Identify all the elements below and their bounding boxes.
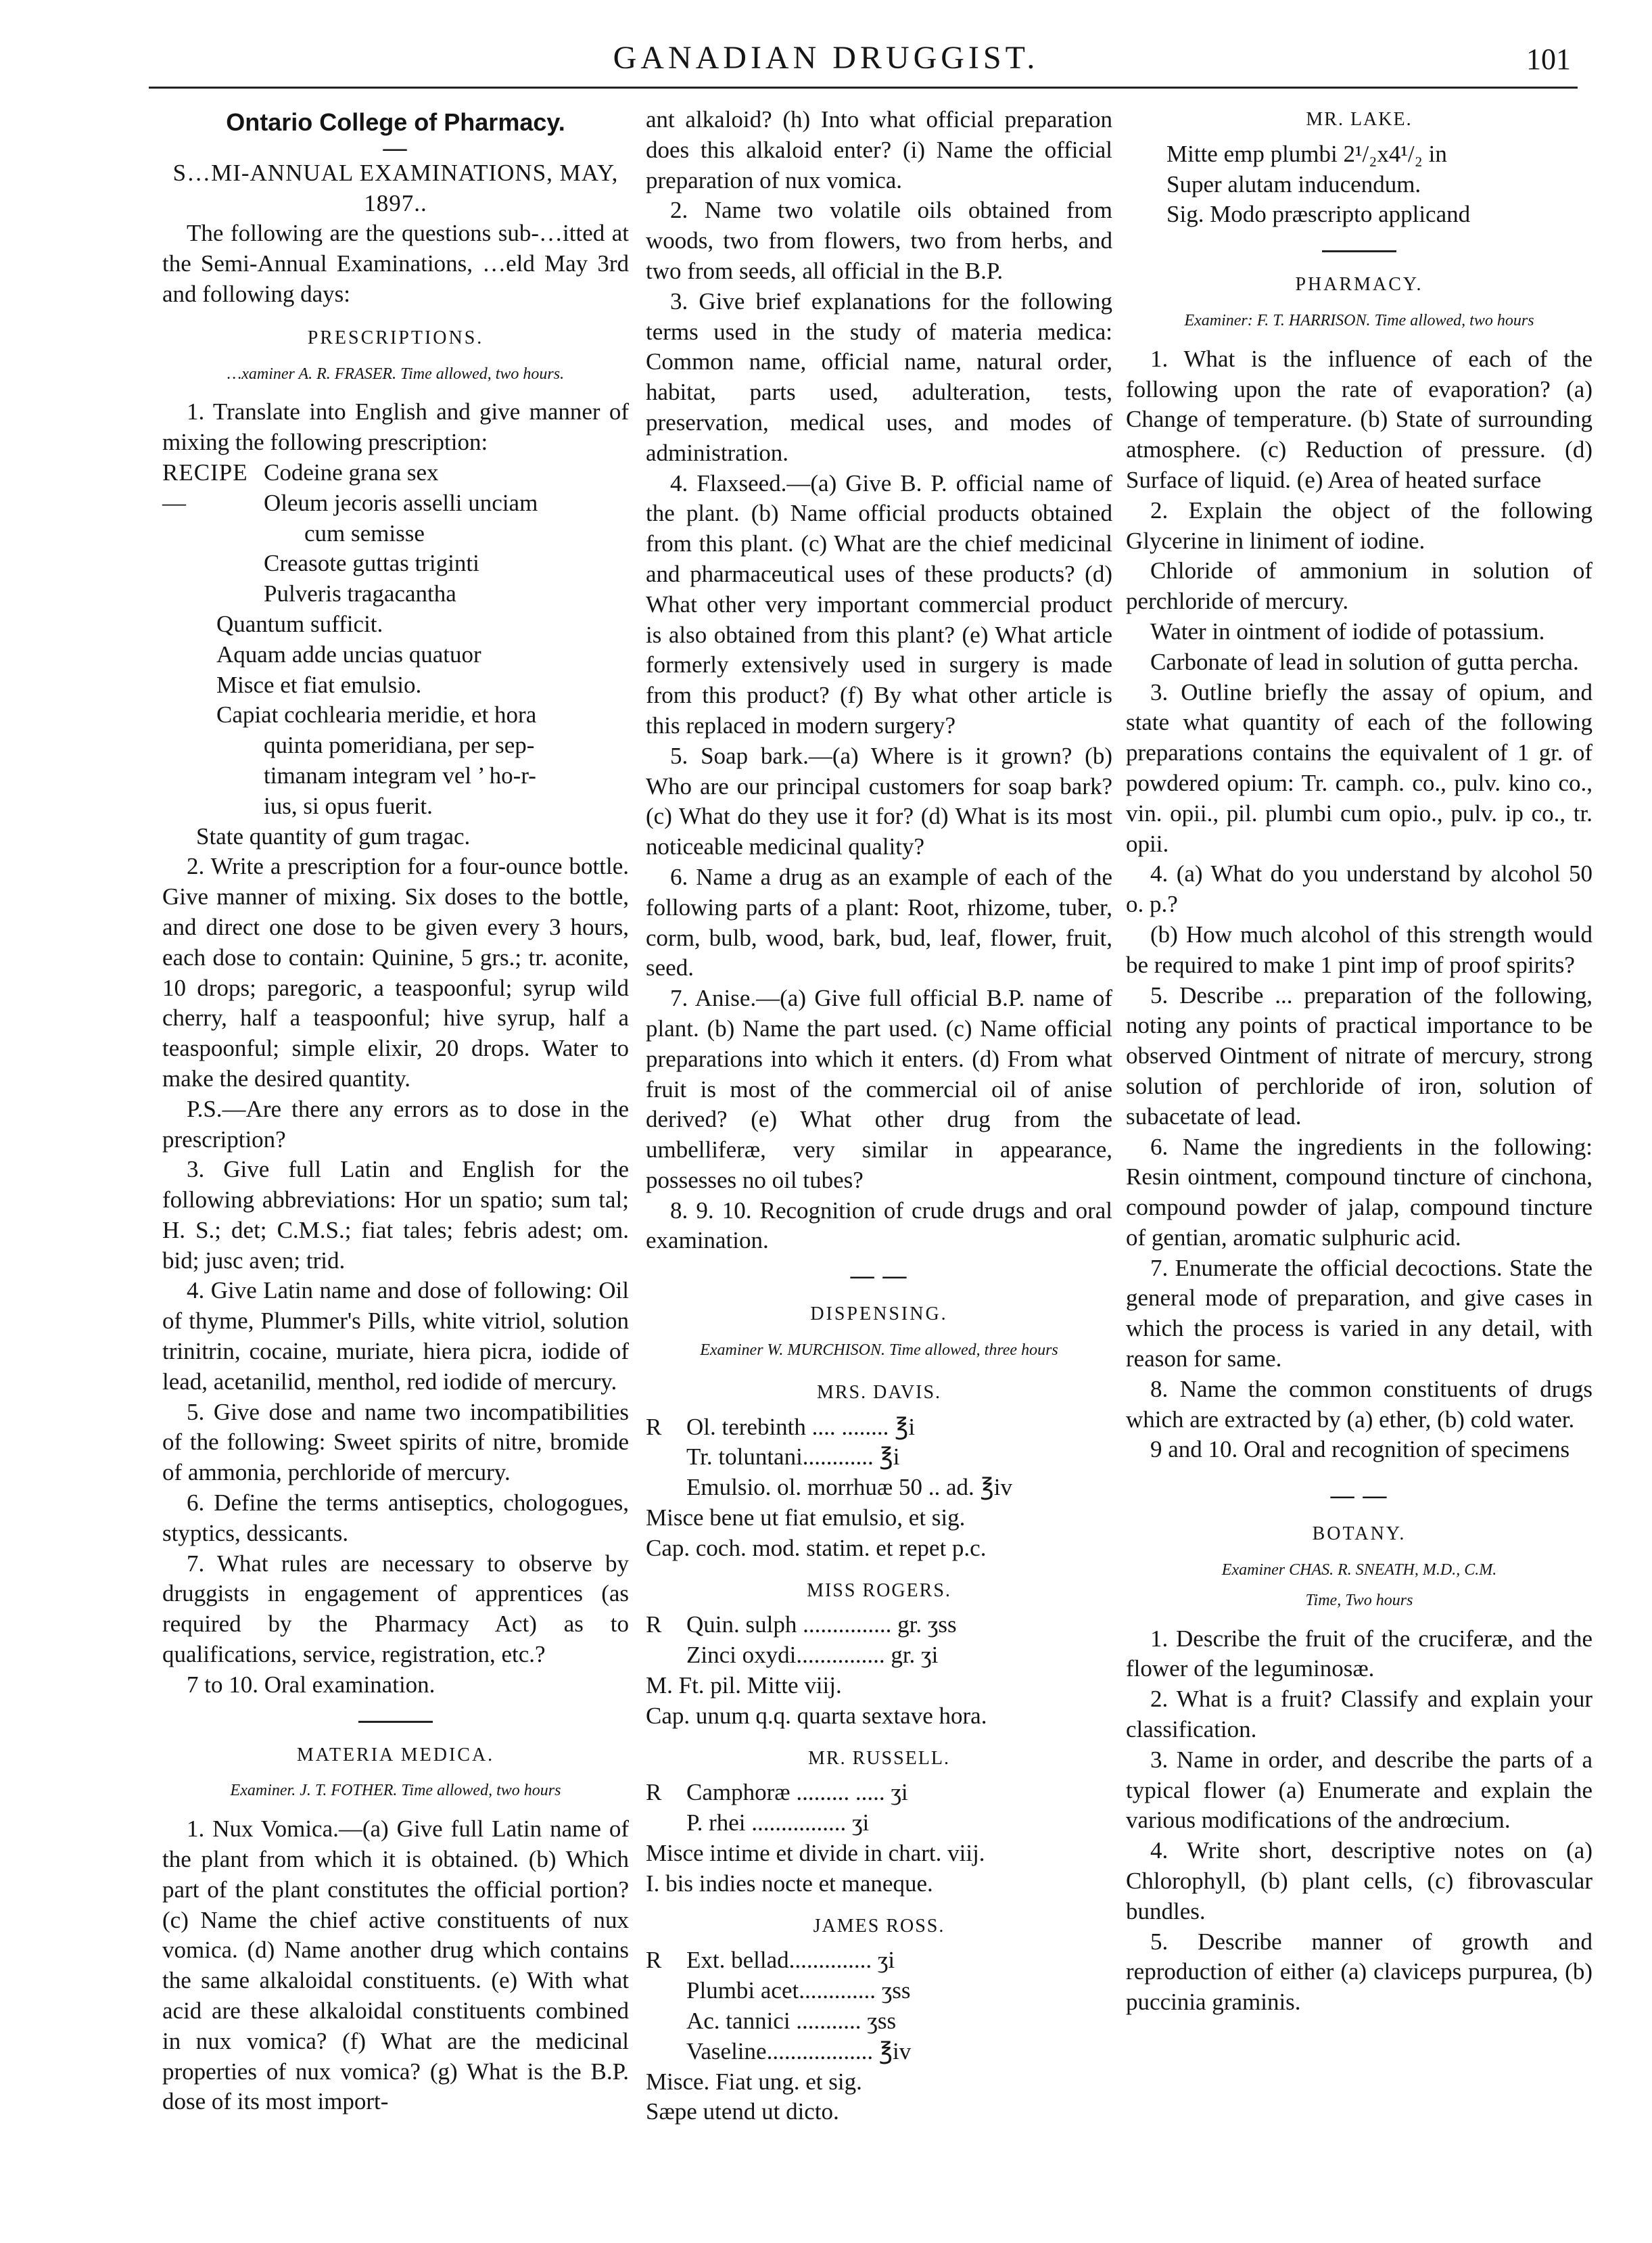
botany-question-2: 2. What is a fruit? Classify and explain your classification. <box>1126 1686 1592 1743</box>
botany-heading: BOTANY. <box>1312 1523 1407 1545</box>
prescription-line: Vaseline.................. ℥iv <box>686 2037 912 2064</box>
heading-dash: — <box>383 134 408 161</box>
recipe-line: Oleum jecoris asselli unciam <box>264 489 538 516</box>
pharmacy-question-3: 3. Outline briefly the assay of opium, and state what quantity of each of the following preparations contains the equivalent of 1 gr. of powdered opium: Tr. camph. co., pulv. kino co., vin. opii., pil. plumbi cum opio., pulv. ip co., tr. opii. <box>1126 678 1592 857</box>
materia-medica-heading: MATERIA MEDICA. <box>296 1744 495 1765</box>
recipe-line: timanam integram vel ’ ho-r- <box>264 762 536 789</box>
session-heading: S…MI-ANNUAL EXAMINATIONS, MAY, 1897.. <box>172 159 619 216</box>
prescription-line: P. rhei ................ ʒi <box>686 1809 870 1836</box>
prescription-line: Misce. Fiat ung. et sig. <box>646 2068 862 2095</box>
question-1-intro: 1. Translate into English and give manner of mixing the following prescription: <box>162 398 629 456</box>
recipe-line: ius, si opus fuerit. <box>264 792 433 819</box>
recipe-line: Codeine grana sex <box>264 459 439 486</box>
materia-question-3: 3. Give brief explanations for the following terms used in the study of materia medica: Common name, official name, natural order, habitat, parts used, adulteration, tests, preservation, medical uses, and modes of administration. <box>646 287 1112 466</box>
page-header <box>0 39 1652 87</box>
column-1 <box>162 105 629 2117</box>
prescription-russell <box>646 1778 1112 1899</box>
recipe-line: Pulveris tragacantha <box>264 580 456 607</box>
column-2 <box>646 105 1112 2130</box>
pharmacy-question-8: 8. Name the common constituents of drugs which are extracted by (a) ether, (b) cold water. <box>1126 1375 1592 1433</box>
section-dash: — — <box>850 1262 908 1289</box>
institution-heading: Ontario College of Pharmacy. <box>226 108 565 136</box>
pharmacy-question-4b: (b) How much alcohol of this strength would be required to make 1 pint imp of proof spirits? <box>1126 921 1592 978</box>
prescriptions-heading: PRESCRIPTIONS. <box>307 327 484 348</box>
prescription-name: MISS ROGERS. <box>807 1579 951 1601</box>
recipe-line: cum semisse <box>304 519 425 547</box>
prescription-line: Zinci oxydi............... gr. ʒi <box>686 1642 939 1669</box>
question-4: 4. Give Latin name and dose of following: Oil of thyme, Plummer's Pills, white vitriol, solution trinitrin, cocaine, muriate, hiera picra, iodide of lead, acetanilid, menthol, red iodide of mercury. <box>162 1277 629 1395</box>
botany-question-1: 1. Describe the fruit of the cruciferæ, and the flower of the leguminosæ. <box>1126 1625 1592 1682</box>
prescription-line: Mitte emp plumbi 2¹/₂x4¹/₂ in <box>1166 140 1447 167</box>
prescription-line: Cap. unum q.q. quarta sextave hora. <box>646 1702 987 1729</box>
question-6: 6. Define the terms antiseptics, chologogues, styptics, dessicants. <box>162 1489 629 1546</box>
pharmacy-question-5: 5. Describe ... preparation of the following, noting any points of practical importance to be observed Ointment of nitrate of mercury, strong solution of perchloride of iron, solution of subacetate of lead. <box>1126 981 1592 1130</box>
prescription-line: Super alutam inducendum. <box>1166 170 1421 198</box>
recipe-line: Capiat cochlearia meridie, et hora <box>216 701 537 729</box>
prescription-line: Ac. tannici ........... ʒss <box>686 2008 897 2035</box>
pharmacy-question-1: 1. What is the influence of each of the following upon the rate of evaporation? (a) Change of temperature. (b) State of surrounding atmosphere. (c) Reduction of pressure. (d) Surface of liquid. (e) Area of heated surface <box>1126 345 1592 493</box>
prescription-line: Misce intime et divide in chart. viij. <box>646 1840 985 1867</box>
botany-question-5: 5. Describe manner of growth and reproduction of either (a) claviceps purpurea, (b) puccinia graminis. <box>1126 1928 1592 2016</box>
question-2-ps: P.S.—Are there any errors as to dose in the prescription? <box>162 1095 629 1153</box>
materia-question-7: 7. Anise.—(a) Give full official B.P. name of plant. (b) Name the part used. (c) Name official preparations into which it enters. (d) From what fruit is most of the commercial oil of anise derived? (e) What other drug from the umbelliferæ, very similar in appearance, possesses no oil tubes? <box>646 985 1112 1193</box>
section-dash: — — <box>1330 1482 1388 1509</box>
prescription-line: Sæpe utend ut dicto. <box>646 2098 839 2125</box>
prescription-line: I. bis indies nocte et maneque. <box>646 1870 933 1897</box>
pharmacy-question-9: 9 and 10. Oral and recognition of specimens <box>1150 1436 1570 1463</box>
prescription-name: MR. LAKE. <box>1306 109 1413 130</box>
dispensing-heading: DISPENSING. <box>810 1303 948 1325</box>
materia-question-1: 1. Nux Vomica.—(a) Give full Latin name of the plant from which it is obtained. (b) Which part of the plant constitutes the official portion? (c) Name the chief active constituents of nux vomica. (d) Name another drug which contains the same alkaloidal constituents. (e) With what acid are these alkaloidal constituents combined in nux vomica? (f) What are the medicinal properties of nux vomica? (g) What is the B.P. dose of its most import- <box>162 1816 629 2115</box>
prescription-line: Misce bene ut fiat emulsio, et sig. <box>646 1504 966 1531</box>
materia-question-4: 4. Flaxseed.—(a) Give B. P. official name of the plant. (b) Name official products obtained from this plant. (c) What are the chief medicinal and pharmaceutical uses of these products? (d) What other very important commercial product is also obtained from this plant? (e) What article formerly extensively used in surgery is made from this product? (f) By what other article is this replaced in modern surgery? <box>646 469 1112 739</box>
botany-time: Time, Two hours <box>1305 1591 1413 1609</box>
page-number: 101 <box>1526 43 1571 76</box>
pharmacy-examiner: Examiner: F. T. HARRISON. Time allowed, two hours <box>1184 311 1534 329</box>
prescriptions-examiner: …xaminer A. R. FRASER. Time allowed, two hours. <box>227 365 565 383</box>
question-7: 7. What rules are necessary to observe by druggists in engagement of apprentices (as required by the Pharmacy Act) as to qualifications, service, registration, etc.? <box>162 1550 629 1668</box>
prescription-line: R Quin. sulph ............... gr. ʒss <box>646 1611 957 1638</box>
recipe-block <box>162 458 629 822</box>
pharmacy-question-2: 2. Explain the object of the following Glycerine in liniment of iodine. <box>1126 496 1592 554</box>
prescription-lake <box>1126 139 1592 230</box>
header-rule <box>149 87 1578 89</box>
prescription-rogers <box>646 1610 1112 1731</box>
prescription-line: R Ext. bellad.............. ʒi <box>646 1947 895 1974</box>
materia-question-2: 2. Name two volatile oils obtained from woods, two from flowers, two from herbs, and two from seeds, all official in the B.P. <box>646 197 1112 284</box>
prescription-name: JAMES ROSS. <box>813 1915 945 1937</box>
section-rule <box>358 1721 433 1723</box>
recipe-lines <box>216 458 629 822</box>
prescription-line: Tr. toluntani............ ℥i <box>686 1443 900 1471</box>
prescription-line: Sig. Modo præscripto applicand <box>1166 201 1471 228</box>
pharmacy-question-7: 7. Enumerate the official decoctions. State the general mode of preparation, and give cases in which the process is varied in any detail, with reason for same. <box>1126 1254 1592 1372</box>
prescription-davis <box>646 1412 1112 1564</box>
running-title: GANADIAN DRUGGIST. <box>613 40 1039 76</box>
recipe-line: quinta pomeridiana, per sep- <box>264 732 535 759</box>
pharmacy-heading: PHARMACY. <box>1295 274 1423 296</box>
recipe-line: Misce et fiat emulsio. <box>216 671 422 698</box>
materia-question-1-continued: ant alkaloid? (h) Into what official preparation does this alkaloid enter? (i) Name the official preparation of nux vomica. <box>646 106 1112 193</box>
pharmacy-question-2c: Water in ointment of iodide of potassium. <box>1150 618 1545 645</box>
prescription-name: MR. RUSSELL. <box>808 1747 950 1769</box>
prescription-line: Cap. coch. mod. statim. et repet p.c. <box>646 1534 987 1561</box>
recipe-line: Creasote guttas triginti <box>264 550 479 577</box>
prescription-line: M. Ft. pil. Mitte viij. <box>646 1672 842 1699</box>
intro-paragraph: The following are the questions sub-…itted at the Semi-Annual Examinations, …eld May 3rd and following days: <box>162 220 629 307</box>
recipe-label: RECIPE— <box>162 459 248 516</box>
recipe-line: Aquam adde uncias quatuor <box>216 641 481 668</box>
dispensing-examiner: Examiner W. MURCHISON. Time allowed, three hours <box>700 1341 1058 1360</box>
pharmacy-question-2b: Chloride of ammonium in solution of perchloride of mercury. <box>1126 557 1592 615</box>
question-7-10: 7 to 10. Oral examination. <box>187 1671 435 1698</box>
recipe-line: Quantum sufficit. <box>216 610 383 637</box>
question-1-state: State quantity of gum tragac. <box>196 823 471 850</box>
prescription-line: R Camphoræ ......... ..... ʒi <box>646 1779 908 1806</box>
question-3: 3. Give full Latin and English for the following abbreviations: Hor un spatio; sum tal; H. S.; det; C.M.S.; fiat tales; febris adest; om. bid; jusc aven; trid. <box>162 1156 629 1274</box>
question-2: 2. Write a prescription for a four-ounce bottle. Give manner of mixing. Six doses to the bottle, and direct one dose to be given every 3 hours, each dose to contain: Quinine, 5 grs.; tr. aconite, 10 drops; paregoric, a teaspoonful; syrup wild cherry, half a teaspoonful; hive syrup, half a teaspoonful; simple elixir, 20 drops. Water to make the desired quantity. <box>162 853 629 1092</box>
prescription-line: R Ol. terebinth .... ........ ℥i <box>646 1413 916 1440</box>
prescription-name: MRS. DAVIS. <box>816 1381 942 1403</box>
botany-question-3: 3. Name in order, and describe the parts of a typical flower (a) Enumerate and explain the various modifications of the andrœcium. <box>1126 1746 1592 1834</box>
column-3 <box>1126 105 1592 2018</box>
botany-question-4: 4. Write short, descriptive notes on (a) Chlorophyll, (b) plant cells, (c) fibrovascular bundles. <box>1126 1837 1592 1924</box>
pharmacy-question-6: 6. Name the ingredients in the following: Resin ointment, compound tincture of cinchona, compound powder of jalap, compound tincture of gentian, aromatic sulphuric acid. <box>1126 1133 1592 1251</box>
pharmacy-question-4a: 4. (a) What do you understand by alcohol 50 o. p.? <box>1126 860 1592 918</box>
prescription-line: Emulsio. ol. morrhuæ 50 .. ad. ℥iv <box>686 1474 1013 1501</box>
section-rule <box>1322 250 1396 252</box>
prescription-ross <box>646 1945 1112 2127</box>
question-5: 5. Give dose and name two incompatibilities of the following: Sweet spirits of nitre, bromide of ammonia, perchloride of mercury. <box>162 1398 629 1486</box>
materia-question-8: 8. 9. 10. Recognition of crude drugs and oral examination. <box>646 1197 1112 1254</box>
botany-examiner: Examiner CHAS. R. SNEATH, M.D., C.M. <box>1221 1561 1497 1579</box>
materia-medica-examiner: Examiner. J. T. FOTHER. Time allowed, two hours <box>230 1782 561 1800</box>
materia-question-6: 6. Name a drug as an example of each of the following parts of a plant: Root, rhizome, tuber, corm, bulb, wood, bark, bud, leaf, flower, fruit, seed. <box>646 863 1112 981</box>
materia-question-5: 5. Soap bark.—(a) Where is it grown? (b) Who are our principal customers for soap bark? (c) What do they use it for? (d) What is its most noticeable medicinal quality? <box>646 742 1112 860</box>
pharmacy-question-2d: Carbonate of lead in solution of gutta percha. <box>1150 648 1579 675</box>
prescription-line: Plumbi acet............. ʒss <box>686 1977 911 2004</box>
